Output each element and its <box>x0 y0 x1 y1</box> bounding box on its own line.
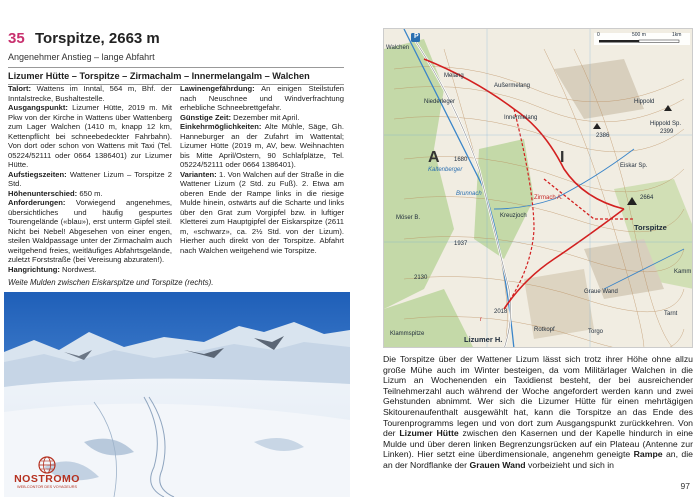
info-entry <box>8 170 172 189</box>
label-moeser: Möser B. <box>396 215 421 221</box>
info-text: Dezember mit April. <box>231 112 300 122</box>
photo-caption: Weite Mulden zwischen Eiskarspitze und Torspitze (rechts). <box>8 278 214 287</box>
label-rotkopf: Rotkopf <box>534 327 555 333</box>
label-niederleger: Niederleger <box>424 99 456 105</box>
scale-mid: 500 m <box>632 32 646 38</box>
elev-1: 1680 <box>454 157 468 163</box>
tour-name: Torspitze, 2663 m <box>35 30 160 47</box>
label-eiskar: Eiskar Sp. <box>620 163 648 169</box>
label-klammspitze: Klammspitze <box>390 331 425 337</box>
info-entry <box>180 122 344 170</box>
label-grawand: Graue Wand <box>584 289 618 295</box>
label-letter-i: I <box>560 149 565 166</box>
scale-end: 1km <box>672 32 682 38</box>
info-entry <box>8 265 172 275</box>
nostromo-logo <box>6 456 88 494</box>
info-column-2 <box>180 84 344 255</box>
label-hippold-sp: Hippold Sp. <box>650 121 682 127</box>
elev-4: 1937 <box>454 241 468 247</box>
info-label: Hangrichtung: <box>8 264 60 274</box>
label-letter-a: A <box>428 149 440 166</box>
elev-2: 2399 <box>660 129 674 135</box>
bold-term: Lizumer Hütte <box>399 428 459 439</box>
info-text: Lizumer Hütte, 2019 m. Mit Pkw von der Kirche in Wattens über Wattenberg zum Lager Walchen (1410 m, knapp 12 km, Kettenpflicht bei schneebedeckter Fahrbahn). Von dort oder schon von Wattens mit Taxi (Tel. 05224/52111 oder 0664 1386401) zur Lizumer Hütte. <box>8 103 172 169</box>
info-label: Ausgangspunkt: <box>8 103 68 112</box>
elev-6: 2130 <box>414 275 428 281</box>
label-zirmach: Zirmach A. <box>534 195 563 201</box>
label-r: r <box>480 317 482 323</box>
label-kamm: Kamm <box>674 269 692 275</box>
logo-tagline: WEB-CONTOR DES VOYAGEURS <box>17 485 77 489</box>
info-text: 1. Von Walchen auf der Straße in die Wattener Lizum (2 Std. zu Fuß). 2. Etwa am oberen Ende der Rampe links in die riesige Mulde hinein, ostwärts auf die Scharte und links über den Grat zum Vorgipfel bzw. in luftiger Kletterei zum Hauptgipfel der Eiskarspitze (2611 m, «schwarz», ca. 2½ Std. von der Lizum). Hierher auch direkt von der Torspitze. Abfahrt nach Walchen weitgehend wie Torspitze. <box>180 169 344 255</box>
label-tarnt: Tarnt <box>664 311 678 317</box>
elev-3: 2386 <box>596 133 610 139</box>
info-text: Vorwiegend angenehmes, übersichtliches und häufig gespurtes Tourengelände («blau»), erst unterm Gipfel steil. Nicht bei Nebel! Abgesehen von einer engen, steilen Waldpassage unter der Zirmachalm auch weitgehend freies, weitläufiges Abfahrtsgelände, zuletzt Forststraße (bei Vereisung abzuraten!). <box>8 198 172 264</box>
info-entry <box>8 198 172 265</box>
label-melang: Melang <box>444 73 464 79</box>
scale-zero: 0 <box>597 32 600 38</box>
info-label: Lawinengefährdung: <box>180 84 255 93</box>
text-run: Die Torspitze über der Wattener Lizum lässt sich trotz ihrer Höhe ohne allzu große Mühe auch im Winter besteigen, da vom Militärlager Walchen in die Lizum an Wochenenden ein Taxidienst besteht, der bei ausreichender Teilnehmerzahl auch während der Woche angefordert werden kann und zwei Gehstunden abnimmt. Wer sich die Lizumer Hütte für einen mehrtägigen Skitourenaufenthalt ausgewählt hat, kann die Torspitze an das Ende des Tourenprogramms legen und von dort zum Ausgangspunkt zurückkehren. Von der <box>383 354 693 439</box>
elev-5: 2018 <box>494 309 508 315</box>
info-label: Aufstiegszeiten: <box>8 169 67 179</box>
bold-term: Rampe <box>633 449 663 460</box>
label-innermelang: Innermelang <box>504 115 538 121</box>
label-brunnach: Brunnach <box>456 191 482 197</box>
info-text: Wattener Lizum – Torspitze 2 Std. <box>8 169 172 188</box>
info-label: Talort: <box>8 84 32 93</box>
label-aussermelang: Außermelang <box>494 83 531 89</box>
label-kaltenberger: Kaltenberger <box>428 167 463 173</box>
description-text <box>383 354 693 471</box>
tour-number: 35 <box>8 30 25 47</box>
label-torspitze: Torspitze <box>634 223 667 232</box>
info-entry <box>180 113 344 123</box>
info-text: Wattens im Inntal, 564 m, Bhf. der Inntalstrecke, Bushaltestelle. <box>8 84 172 103</box>
logo-text: NOSTROMO <box>14 473 80 485</box>
tour-title <box>8 30 344 50</box>
right-page <box>350 0 700 497</box>
label-torgo: Torgo <box>588 329 604 335</box>
info-label: Höhenunterschied: <box>8 188 78 198</box>
info-entry <box>180 170 344 256</box>
label-walchen: Walchen <box>386 45 410 51</box>
text-run: zwischen den Kasernen und der Kapelle hindurch in eine Mulde und über deren linken Begrenzungsrücken auf ein Plateau (Antenne zur Linken). Hier setzt eine überdimensionale, angenehm geneigte <box>383 428 693 460</box>
bold-term: Grauen Wand <box>469 459 526 470</box>
info-text: Alte Mühle, Säge, Gh. Hanneburger an der Zufahrt im Wattental; Lizumer Hütte (2019 m, AV, bew. Weihnachten bis Mitte April/Ostern, 90 Schlafplätze, Tel. 05224/52111 oder 0664 1386401). <box>180 122 344 169</box>
label-hippold: Hippold <box>634 99 655 105</box>
tour-subtitle: Angenehmer Anstieg – lange Abfahrt <box>8 52 155 62</box>
info-entry <box>180 84 344 113</box>
label-kreuzjoch: Kreuzjoch <box>500 213 527 219</box>
info-column-1 <box>8 84 172 274</box>
info-text: Nordwest. <box>59 264 97 274</box>
info-text: 650 m. <box>77 188 103 198</box>
elev-7: 2664 <box>640 195 654 201</box>
info-label: Einkehrmöglichkeiten: <box>180 122 262 131</box>
info-entry <box>8 103 172 170</box>
info-entry <box>8 189 172 199</box>
topographic-map: P 0 500 m 1km Walchen A I Außermelang Niederleger Innermelang Hippold Sp. Hippold Eiskar Sp. Zirmach A. Torspitze Graue Wand Möser B. Klammspitze Lizumer H. Torgo Tarnt Rotkopf Kamm Brunnach Kreuzjoch Melang Kaltenberger r 1680 2399 2386 1937 2018 2130 2664 <box>383 28 693 348</box>
info-entry <box>8 84 172 103</box>
route-line: Lizumer Hütte – Torspitze – Zirmachalm – Innermelangalm – Walchen <box>8 67 344 85</box>
info-label: Anforderungen: <box>8 198 66 207</box>
label-lizumer: Lizumer H. <box>464 335 503 344</box>
info-label: Varianten: <box>180 169 217 179</box>
info-label: Günstige Zeit: <box>180 112 232 122</box>
text-run: vorbeizieht und sich in <box>525 459 614 470</box>
text-run: an, die an der Nordflanke der <box>383 449 693 470</box>
page-number: 97 <box>680 481 690 491</box>
info-text: An einigen Steilstufen nach Neuschnee und Windverfrachtung erhebliche Schneebrettgefahr. <box>180 84 344 112</box>
